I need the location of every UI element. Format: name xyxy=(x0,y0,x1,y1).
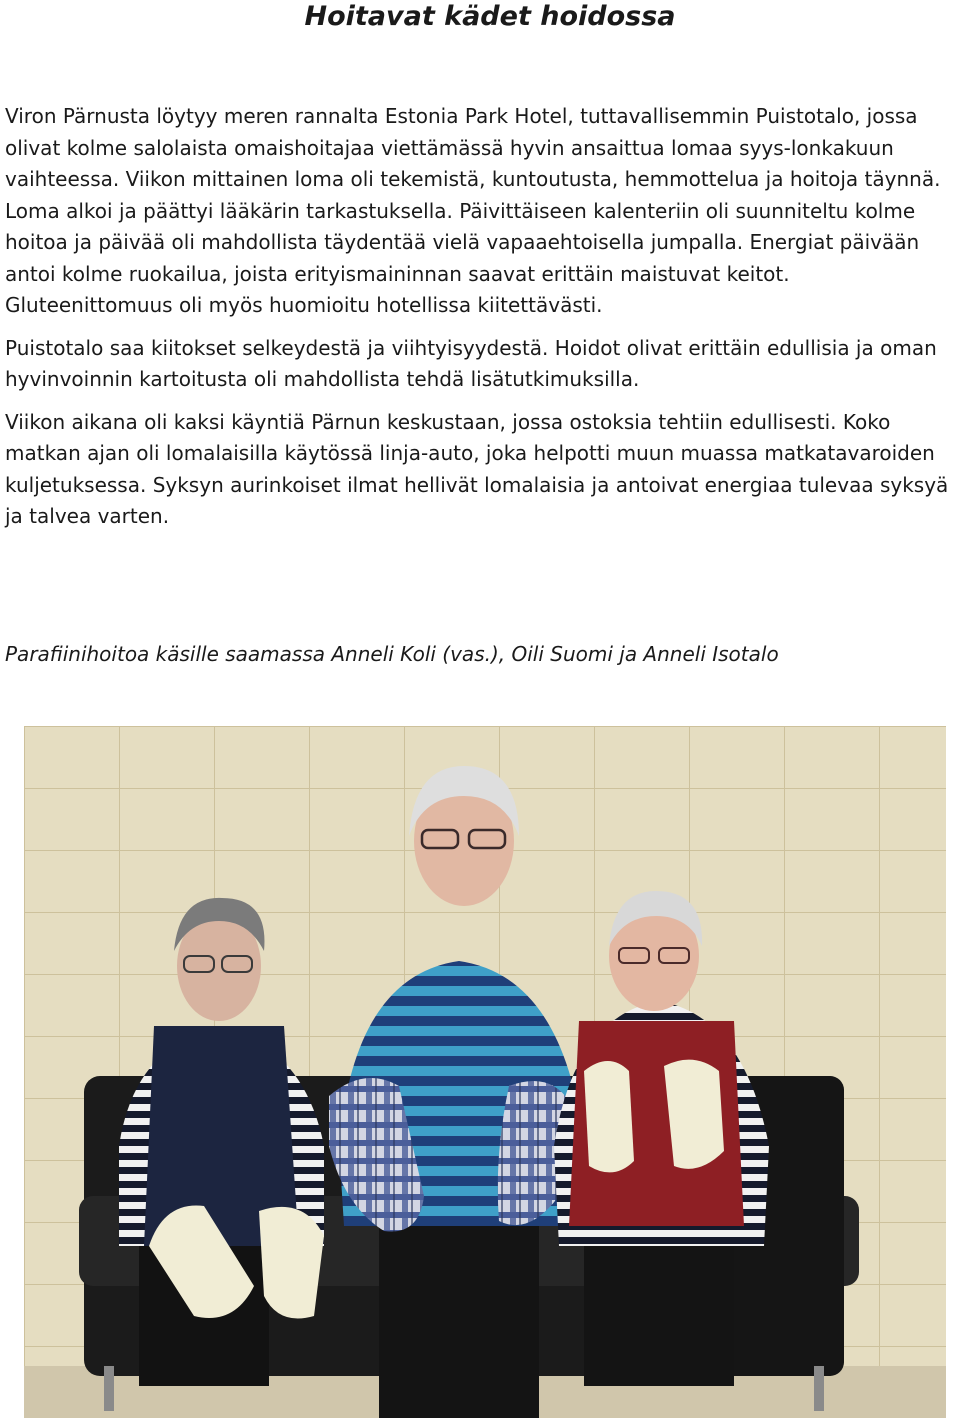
photo-caption: Parafiinihoitoa käsille saamassa Anneli Koli (vas.), Oili Suomi ja Anneli Isotalo xyxy=(5,642,779,666)
paragraph-2: Puistotalo saa kiitokset selkeydestä ja viihtyisyydestä. Hoidot olivat erittäin edullisia ja oman hyvinvoinnin kartoitusta oli mahdollista tehdä lisätutkimuksilla. xyxy=(5,335,937,391)
paragraph-3: Viikon aikana oli kaksi käyntiä Pärnun keskustaan, jossa ostoksia tehtiin edullisesti. Koko matkan ajan oli lomalaisilla käytössä linja-auto, joka helpotti muun muassa matkatavaroiden kuljetuksessa. Syksyn aurinkoiset ilmat hellivät lomalaisia ja antoivat energiaa tulevaa syksyä ja talvea varten. xyxy=(5,409,949,528)
article-body xyxy=(5,101,955,544)
article-title: Hoitavat kädet hoidossa xyxy=(304,1,676,32)
photo-three-women-paraffin-treatment xyxy=(24,726,946,1418)
paragraph-1: Viron Pärnusta löytyy meren rannalta Estonia Park Hotel, tuttavallisemmin Puistotalo, jossa olivat kolme salolaista omaishoitajaa viettämässä hyvin ansaittua lomaa syys-lonkakuun vaihteessa. Viikon mittainen loma oli tekemistä, kuntoutusta, hemmottelua ja hoitoja täynnä. Loma alkoi ja päättyi lääkärin tarkastuksella. Päivittäiseen kalenteriin oli suunniteltu kolme hoitoa ja päivää oli mahdollista täydentää vielä vapaaehtoisella jumpalla. Energiat päivään antoi kolme ruokailua, joista erityismaininnan saavat erittäin maistuvat keitot. Gluteenittomuus oli myös huomioitu hotellissa kiitettävästi. xyxy=(5,104,941,317)
